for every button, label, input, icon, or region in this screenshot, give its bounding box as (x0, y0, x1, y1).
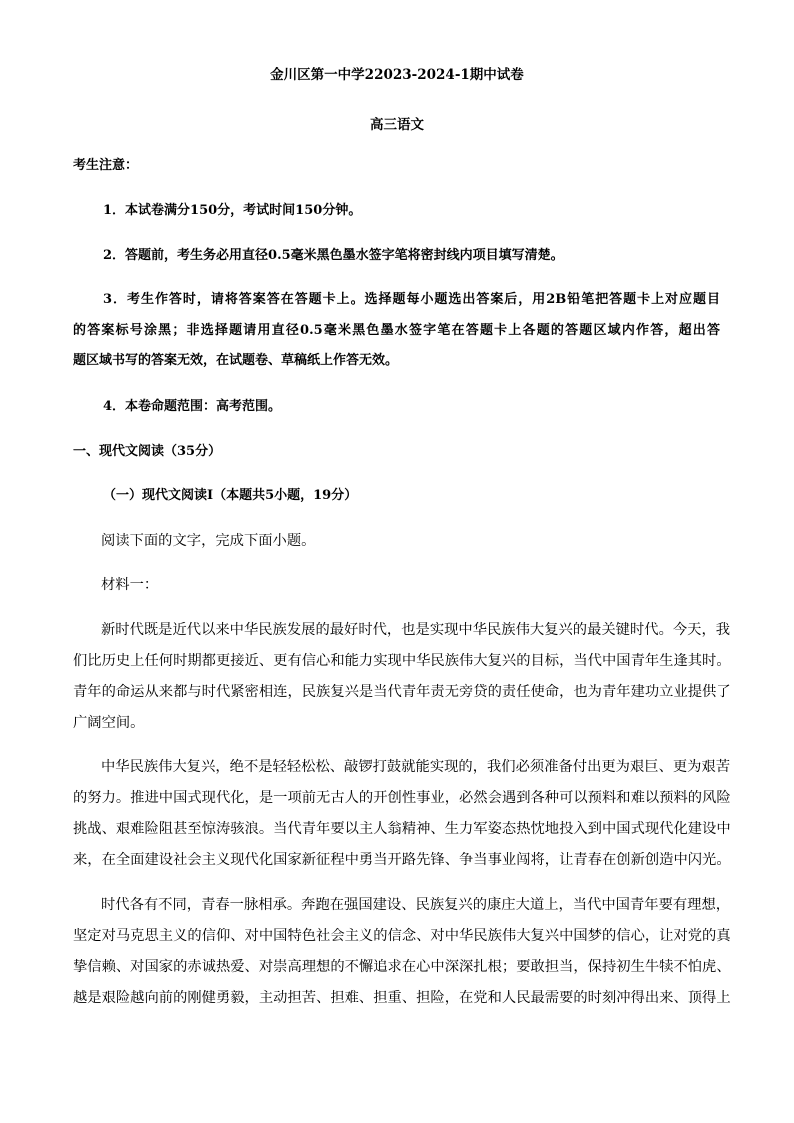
notice-item-3-line-3: 题区域书写的答案无效，在试题卷、草稿纸上作答无效。 (73, 353, 399, 368)
paragraph-line: 来，在全面建设社会主义现代化国家新征程中勇当开路先锋、争当事业闯将，让青春在创新创造中闪光。 (73, 852, 731, 868)
paragraph-line: 挑战、艰难险阻甚至惊涛骇浪。当代青年要以主人翁精神、生力军姿态热忱地投入到中国式现代化建设中 (73, 821, 731, 837)
paragraph-line: 中华民族伟大复兴，绝不是轻轻松松、敲锣打鼓就能实现的，我们必须准备付出更为艰巨、更为艰苦 (101, 759, 731, 775)
material-label: 材料一： (101, 577, 159, 593)
notice-item-3-line-1: 3．考生作答时，请将答案答在答题卡上。选择题每小题选出答案后，用2B铅笔把答题卡上对应题目 (103, 292, 720, 307)
reading-instruction: 阅读下面的文字，完成下面小题。 (101, 533, 316, 549)
paragraph-line: 广阔空间。 (73, 715, 145, 731)
paragraph-line: 挚信赖、对国家的赤诚热爱、对崇高理想的不懈追求在心中深深扎根；要敢担当，保持初生牛犊不怕虎、 (73, 959, 731, 975)
notice-item-1: 1．本试卷满分150分，考试时间150分钟。 (103, 203, 362, 218)
section-subheading: （一）现代文阅读Ⅰ（本题共5小题，19分） (103, 488, 358, 503)
paragraph-line: 越是艰险越向前的刚健勇毅，主动担苦、担难、担重、担险，在党和人民最需要的时刻冲得出来、顶得上 (73, 990, 731, 1006)
paragraph-line: 时代各有不同，青春一脉相承。奔跑在强国建设、民族复兴的康庄大道上，当代中国青年要有理想， (101, 897, 731, 913)
paragraph-line: 坚定对马克思主义的信仰、对中国特色社会主义的信念、对中华民族伟大复兴中国梦的信心，让对党的真 (73, 928, 731, 944)
paragraph-line: 们比历史上任何时期都更接近、更有信心和能力实现中华民族伟大复兴的目标，当代中国青年生逢其时。 (73, 653, 731, 669)
paragraph-line: 的努力。推进中国式现代化，是一项前无古人的开创性事业，必然会遇到各种可以预料和难以预料的风险 (73, 790, 731, 806)
paragraph-line: 新时代既是近代以来中华民族发展的最好时代，也是实现中华民族伟大复兴的最关键时代。今天，我 (101, 622, 731, 638)
paragraph-line: 青年的命运从来都与时代紧密相连，民族复兴是当代青年责无旁贷的责任使命，也为青年建功立业提供了 (73, 684, 731, 700)
page-subtitle: 高三语文 (370, 117, 424, 133)
notice-item-4: 4．本卷命题范围：高考范围。 (103, 399, 282, 414)
page-title: 金川区第一中学22023-2024-1期中试卷 (270, 67, 524, 83)
notice-heading: 考生注意： (73, 158, 139, 173)
section-heading: 一、现代文阅读（35分） (73, 444, 222, 459)
notice-item-3-line-2: 的答案标号涂黑；非选择题请用直径0.5毫米黑色墨水签字笔在答题卡上各题的答题区域内作答，超出答 (73, 323, 720, 338)
notice-item-2: 2．答题前，考生务必用直径0.5毫米黑色墨水签字笔将密封线内项目填写清楚。 (103, 248, 564, 263)
